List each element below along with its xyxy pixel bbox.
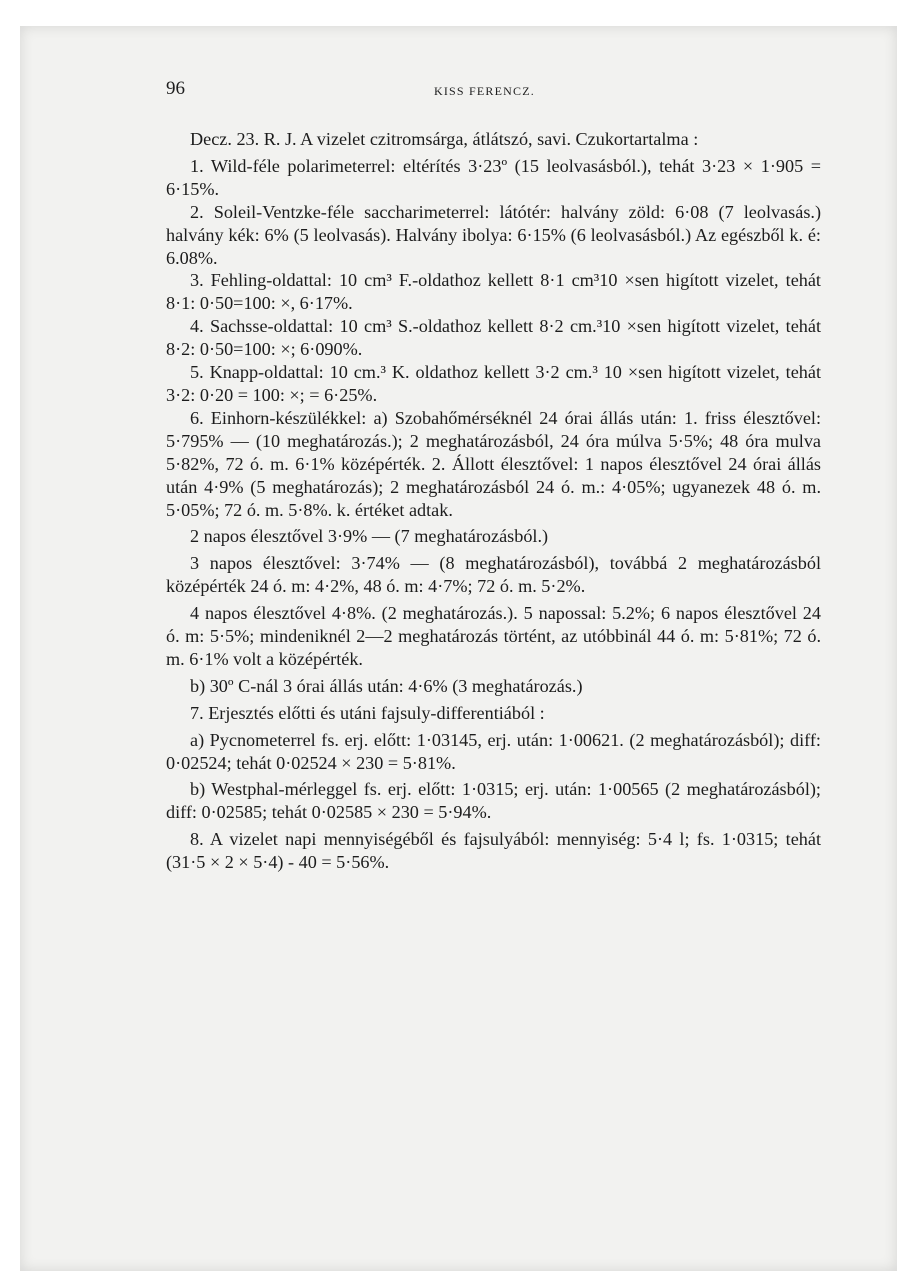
paragraph-item-6: 6. Einhorn-készülékkel: a) Szobahőmérséknél 24 órai állás után: 1. friss élesztővel: 5·795% — (10 meghatározás.); 2 meghatározásból, 24 óra múlva 5·5%; 48 óra mulva 5·82%, 72 ó. m. 6·1% középérték. 2. Állott élesztővel: 1 napos élesztővel 24 órai állás után 4·9% (5 meghatározás); 2 meghatározásból 24 ó. m.: 4·05%; ugyanezek 48 ó. m. 5·05%; 72 ó. m. 5·8%. k. értéket adtak. [166,407,821,520]
paragraph-intro: Decz. 23. R. J. A vizelet czitromsárga, átlátszó, savi. Czukortartalma : [190,129,699,149]
paragraph-item-3: 3. Fehling-oldattal: 10 cm³ F.-oldathoz kellett 8·1 cm³10 ×sen higított vizelet, tehát 8·1: 0·50=100: ×, 6·17%. [166,270,821,314]
paragraph-item-4: 4. Sachsse-oldattal: 10 cm³ S.-oldathoz kellett 8·2 cm.³10 ×sen higított vizelet, tehát 8·2: 0·50=100: ×; 6·090%. [166,316,821,360]
running-head: KISS FERENCZ. [434,84,535,98]
paragraph-item-7: 7. Erjesztés előtti és utáni fajsuly-differentiából : [190,702,545,723]
paragraph-yeast-2-day: 2 napos élesztővel 3·9% — (7 meghatározásból.) [190,526,549,547]
paragraph-item-7b: b) Westphal-mérleggel fs. erj. előtt: 1·0315; erj. után: 1·00565 (2 meghatározásból); diff: 0·02585; tehát 0·02585 × 230 = 5·94%. [166,779,821,823]
paragraph-yeast-3-day: 3 napos élesztővel: 3·74% — (8 meghatározásból), továbbá 2 meghatározásból középérték 24 ó. m: 4·2%, 48 ó. m: 4·7%; 72 ó. m. 5·2%. [166,553,821,597]
paragraph-yeast-4-day: 4 napos élesztővel 4·8%. (2 meghatározás.). 5 napossal: 5.2%; 6 napos élesztővel 24 ó. m: 5·5%; mindeniknél 2—2 meghatározás történt, az utóbbinál 44 ó. m: 5·81%; 72 ó. m. 6·1% volt a középérték. [166,603,821,669]
paragraph-item-6b: b) 30º C-nál 3 órai állás után: 4·6% (3 meghatározás.) [190,675,583,696]
paragraph-item-2: 2. Soleil-Ventzke-féle saccharimeterrel: látótér: halvány zöld: 6·08 (7 leolvasás.) halvány kék: 6% (5 leolvasás). Halvány ibolya: 6·15% (6 leolvasásból.) Az egészből k. é: 6.08%. [166,201,821,268]
paragraph-item-1: 1. Wild-féle polarimeterrel: eltérítés 3·23º (15 leolvasásból.), tehát 3·23 × 1·905 = 6·15%. [166,155,821,199]
body-text [166,128,821,874]
page-number: 96 [166,78,185,99]
paragraph-item-7a: a) Pycnometerrel fs. erj. előtt: 1·03145, erj. után: 1·00621. (2 meghatározásból); diff: 0·02524; tehát 0·02524 × 230 = 5·81%. [166,729,821,773]
paragraph-item-8: 8. A vizelet napi mennyiségéből és fajsulyából: mennyiség: 5·4 l; fs. 1·0315; tehát (31·5 × 2 × 5·4) - 40 = 5·56%. [166,829,821,873]
paragraph-item-5: 5. Knapp-oldattal: 10 cm.³ K. oldathoz kellett 3·2 cm.³ 10 ×sen higított vizelet, tehát 3·2: 0·20 = 100: ×; = 6·25%. [166,362,821,405]
